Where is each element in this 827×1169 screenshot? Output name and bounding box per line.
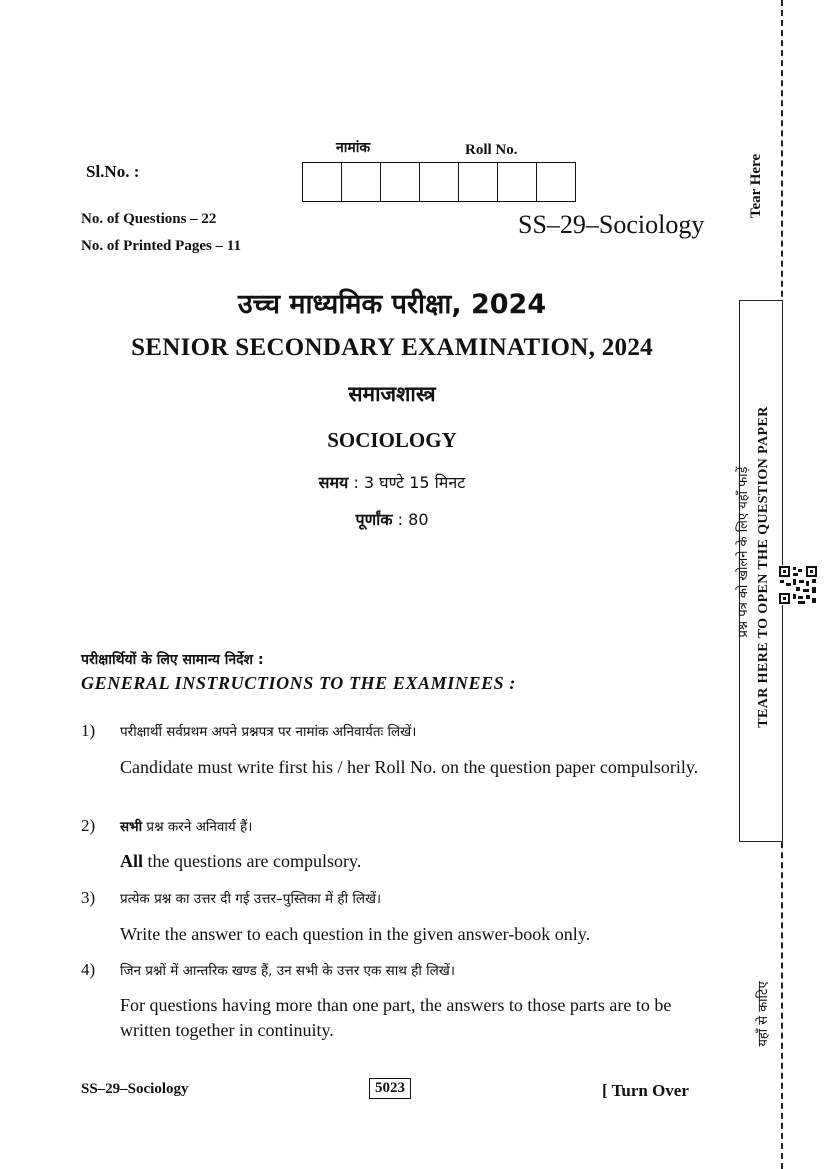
- instruction-hindi-text: प्रश्न करने अनिवार्य हैं।: [142, 819, 253, 835]
- instruction-number: 3): [81, 888, 96, 907]
- tear-here-label: Tear Here: [748, 153, 764, 219]
- instruction-number: 1): [81, 721, 96, 740]
- instruction-number: 4): [81, 960, 96, 979]
- serial-number-label: Sl.No. :: [86, 162, 140, 181]
- time-label: समय: [318, 473, 349, 492]
- qr-code-icon: [778, 565, 818, 605]
- instruction-english: Write the answer to each question in the given answer-book only.: [120, 924, 591, 944]
- instruction-hindi-emphasis: सभी: [120, 819, 143, 835]
- roll-digit-box[interactable]: [536, 162, 576, 202]
- time-value: : 3 घण्टे 15 मिनट: [353, 473, 466, 492]
- instructions-heading-english: GENERAL INSTRUCTIONS TO THE EXAMINEES :: [81, 673, 516, 693]
- footer-page-number: 5023: [369, 1078, 411, 1099]
- marks-label: पूर्णांक: [355, 510, 393, 529]
- instruction-english: [120, 849, 708, 874]
- paper-code: SS–29–Sociology: [518, 210, 705, 239]
- instructions-heading-hindi: परीक्षार्थियों के लिए सामान्य निर्देश :: [81, 652, 264, 668]
- instruction-english-emphasis: All: [120, 851, 144, 871]
- roll-number-boxes: [302, 162, 576, 202]
- instruction-hindi: जिन प्रश्नों में आन्तरिक खण्ड हैं, उन सभी के उत्तर एक साथ ही लिखें।: [120, 963, 455, 979]
- instruction-english: For questions having more than one part, the answers to those parts are to be written together in continuity.: [120, 995, 672, 1040]
- subject-english: SOCIOLOGY: [327, 428, 457, 452]
- tear-instruction-hindi: प्रश्न पत्र को खोलने के लिए यहाँ फाड़ें: [736, 466, 751, 638]
- roll-digit-box[interactable]: [302, 162, 342, 202]
- instruction-hindi: [120, 817, 252, 835]
- exam-duration: [0, 471, 784, 493]
- cut-here-hindi: यहाँ से काटिए: [756, 981, 771, 1047]
- roll-digit-box[interactable]: [341, 162, 381, 202]
- roll-digit-box[interactable]: [419, 162, 459, 202]
- instruction-english-text: the questions are compulsory.: [143, 851, 362, 871]
- roll-digit-box[interactable]: [497, 162, 537, 202]
- number-of-pages: No. of Printed Pages – 11: [81, 238, 241, 254]
- roll-number-label-hindi: नामांक: [336, 140, 371, 156]
- roll-digit-box[interactable]: [458, 162, 498, 202]
- roll-number-label: Roll No.: [465, 142, 518, 158]
- footer-paper-code: SS–29–Sociology: [81, 1081, 189, 1097]
- subject-hindi: समाजशास्त्र: [348, 382, 436, 406]
- max-marks: [0, 508, 784, 530]
- instruction-hindi: प्रत्येक प्रश्न का उत्तर दी गई उत्तर–पुस्तिका में ही लिखें।: [120, 891, 382, 907]
- marks-value: : 80: [397, 510, 429, 529]
- tear-instruction-english: TEAR HERE TO OPEN THE QUESTION PAPER: [756, 406, 771, 728]
- turn-over-label: [ Turn Over: [602, 1081, 689, 1100]
- number-of-questions: No. of Questions – 22: [81, 211, 217, 227]
- roll-digit-box[interactable]: [380, 162, 420, 202]
- instruction-number: 2): [81, 816, 96, 835]
- exam-title-hindi: उच्च माध्यमिक परीक्षा, 2024: [237, 289, 547, 320]
- instruction-english: Candidate must write first his / her Roll No. on the question paper compulsorily.: [120, 757, 699, 777]
- instruction-hindi: परीक्षार्थी सर्वप्रथम अपने प्रश्नपत्र पर नामांक अनिवार्यतः लिखें।: [120, 724, 417, 740]
- exam-title-english: SENIOR SECONDARY EXAMINATION, 2024: [131, 334, 653, 361]
